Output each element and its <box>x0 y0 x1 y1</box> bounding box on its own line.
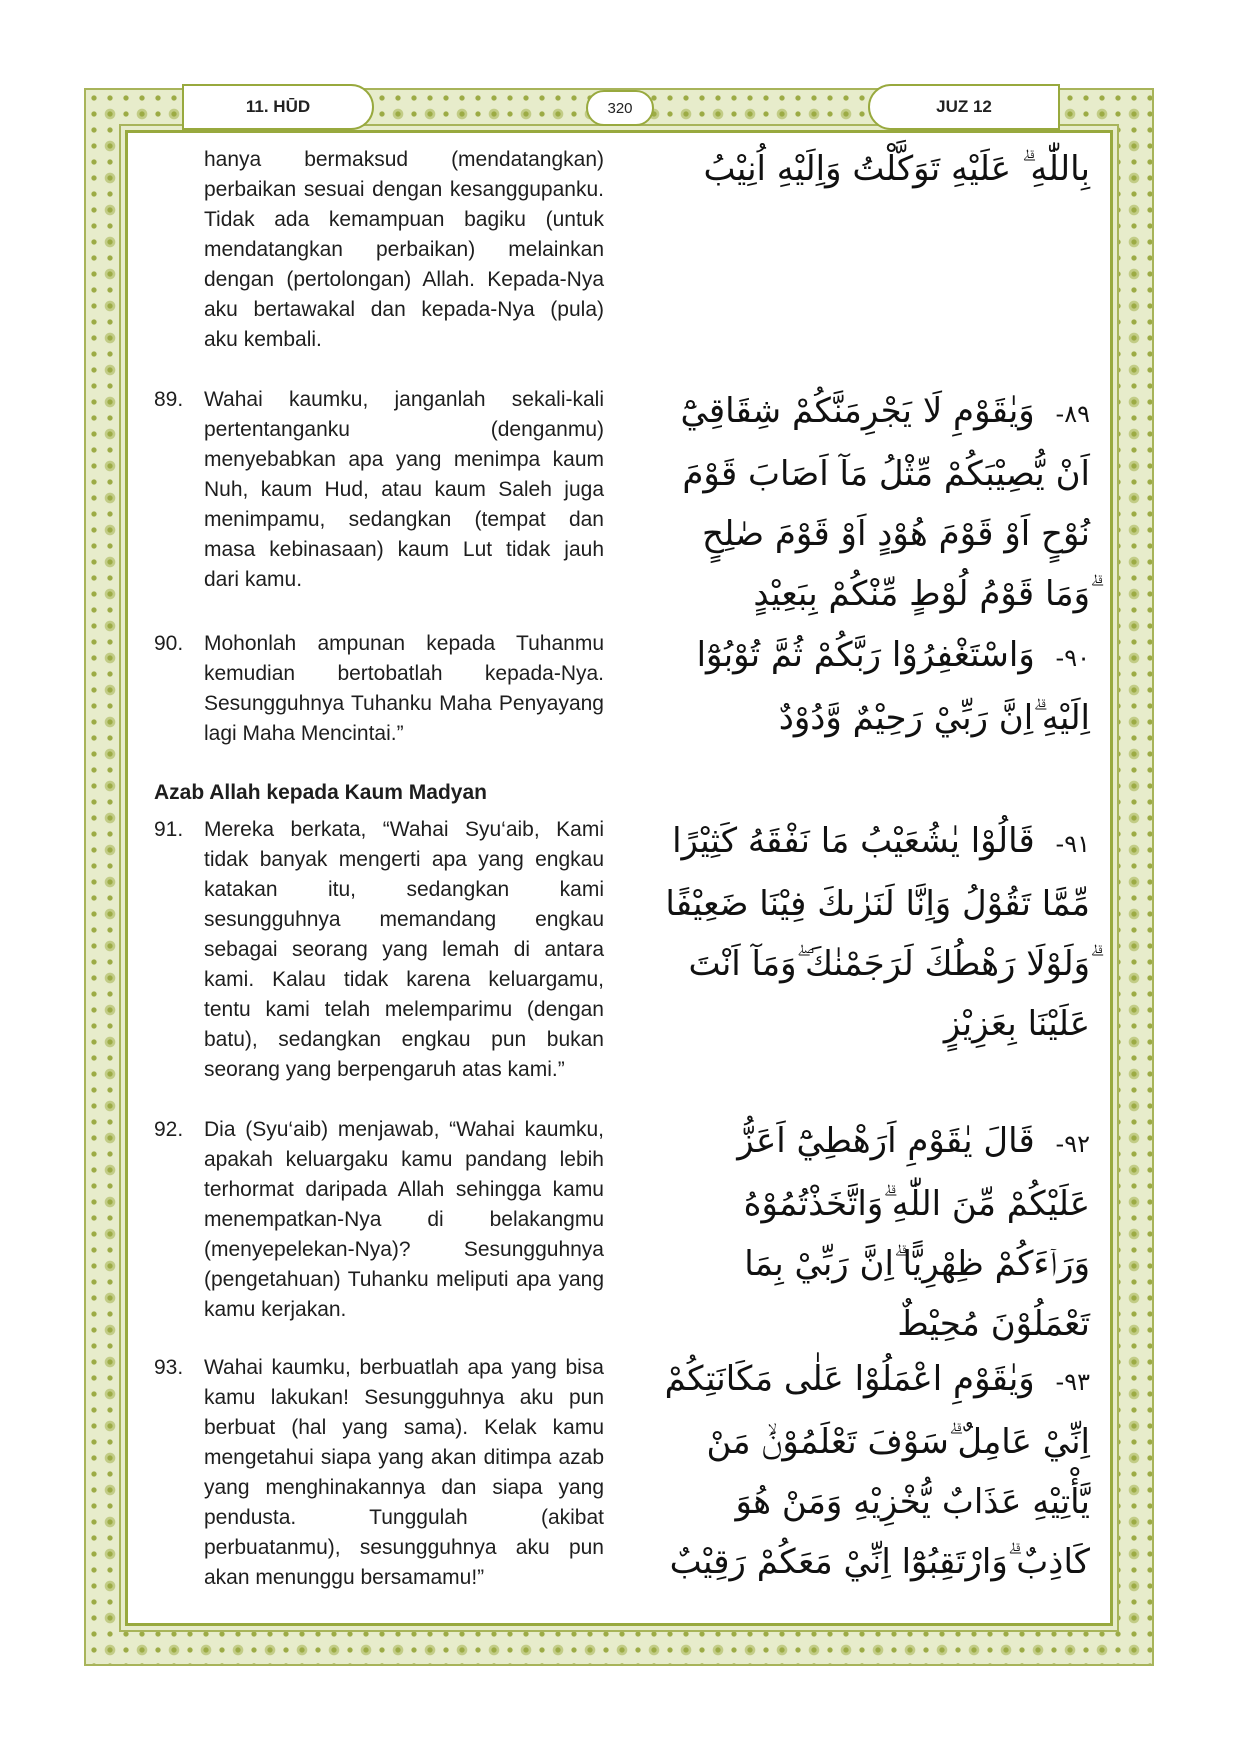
arabic-verse: وَيٰقَوْمِ لَا يَجْرِمَنَّكُمْ شِقَاقِيْٓ اَنْ يُّصِيْبَكُمْ مِّثْلُ مَآ اَصَابَ قَوْمَ نُوْحٍ اَوْ قَوْمَ هُوْدٍ اَوْ قَوْمَ صٰلِحٍ ۗوَمَا قَوْمُ لُوْطٍ مِّنْكُمْ بِبَعِيْدٍ <box>680 391 1090 614</box>
arabic-verse: وَيٰقَوْمِ اعْمَلُوْا عَلٰى مَكَانَتِكُمْ اِنِّيْ عَامِلٌ ۗسَوْفَ تَعْلَمُوْنَۙ مَنْ يَّأْتِيْهِ عَذَابٌ يُّخْزِيْهِ وَمَنْ هُوَ كَاذِبٌ ۗوَارْتَقِبُوْٓا اِنِّيْ مَعَكُمْ رَقِيْبٌ <box>664 1359 1090 1582</box>
arabic-verse-number: ٩٢- <box>1055 1130 1090 1158</box>
arabic-verse: قَالُوْا يٰشُعَيْبُ مَا نَفْقَهُ كَثِيْرًا مِّمَّا تَقُوْلُ وَاِنَّا لَنَرٰىكَ فِيْنَا ضَعِيْفًا ۗوَلَوْلَا رَهْطُكَ لَرَجَمْنٰكَ ۖوَمَآ اَنْتَ عَلَيْنَا بِعَزِيْزٍ <box>665 821 1090 1044</box>
arabic-text <box>660 811 1090 1054</box>
verse-number: 89. <box>154 388 184 411</box>
verse-number: 92. <box>154 1118 184 1141</box>
arabic-text <box>660 625 1090 748</box>
arabic-verse: قَالَ يٰقَوْمِ اَرَهْطِيْٓ اَعَزُّ عَلَيْكُمْ مِّنَ اللّٰهِ ۗوَاتَّخَذْتُمُوْهُ وَرَاۤءَكُمْ ظِهْرِيًّا ۗاِنَّ رَبِّيْ بِمَا تَعْمَلُوْنَ مُحِيْطٌ <box>737 1121 1090 1344</box>
arabic-verse: بِاللّٰهِ ۗ عَلَيْهِ تَوَكَّلْتُ وَاِلَيْهِ اُنِيْبُ <box>703 149 1090 189</box>
translation-text: Wahai kaumku, janganlah sekali-kali pertentanganku (denganmu) menyebabkan apa yang menimpa kaum Nuh, kaum Hud, atau kaum Saleh juga menimpamu, sedangkan (tempat dan masa kebinasaan) kaum Lut tidak jauh dari kamu. <box>204 388 604 591</box>
translation-text: hanya bermaksud (mendatangkan) perbaikan sesuai dengan kesanggupanku. Tidak ada kemampuan bagiku (untuk mendatangkan perbaikan) melainkan dengan (pertolongan) Allah. Kepada-Nya aku bertawakal dan kepada-Nya (pula) aku kembali. <box>204 148 604 351</box>
section-heading: Azab Allah kepada Kaum Madyan <box>154 781 487 804</box>
translation <box>154 145 604 355</box>
juz-label: JUZ 12 <box>868 84 1060 130</box>
verse-number: 93. <box>154 1356 184 1379</box>
translation-text: Mohonlah ampunan kepada Tuhanmu kemudian bertobatlah kepada-Nya. Sesungguhnya Tuhanku Maha Penyayang lagi Maha Mencintai.” <box>204 632 604 745</box>
verse-number: 91. <box>154 818 184 841</box>
arabic-verse: وَاسْتَغْفِرُوْا رَبَّكُمْ ثُمَّ تُوْبُوْٓا اِلَيْهِ ۗاِنَّ رَبِّيْ رَحِيْمٌ وَّدُوْدٌ <box>696 635 1090 738</box>
translation-text: Wahai kaumku, berbuatlah apa yang bisa kamu lakukan! Sesungguhnya aku pun berbuat (hal yang sama). Kelak kamu mengetahui siapa yang akan ditimpa azab yang menghinakannya dan siapa yang pendusta. Tunggulah (akibat perbuatanmu), sesungguhnya aku pun akan menunggu bersamamu!” <box>204 1356 604 1589</box>
translation <box>154 629 604 749</box>
arabic-text <box>660 1349 1090 1592</box>
translation <box>154 385 604 595</box>
arabic-verse-number: ٩١- <box>1055 830 1090 858</box>
translation <box>154 815 604 1085</box>
verse-number: 90. <box>154 632 184 655</box>
translation <box>154 1115 604 1325</box>
arabic-text <box>660 139 1090 199</box>
translation-text: Mereka berkata, “Wahai Syu‘aib, Kami tidak banyak mengerti apa yang engkau katakan itu, sedangkan kami sesungguhnya memandang engkau sebagai seorang yang lemah di antara kami. Kalau tidak karena keluargamu, tentu kami telah melemparimu (dengan batu), sedangkan engkau pun bukan seorang yang berpengaruh atas kami.” <box>204 818 604 1081</box>
surah-title: 11. HŪD <box>182 84 374 130</box>
arabic-text <box>660 381 1090 624</box>
arabic-verse-number: ٩٣- <box>1055 1368 1090 1396</box>
arabic-verse-number: ٩٠- <box>1055 644 1090 672</box>
arabic-verse-number: ٨٩- <box>1055 400 1090 428</box>
translation <box>154 1353 604 1593</box>
page-number: 320 <box>586 90 654 126</box>
translation-text: Dia (Syu‘aib) menjawab, “Wahai kaumku, apakah keluargaku kamu pandang lebih terhormat daripada Allah sehingga kamu menempatkan-Nya di belakangmu (menyepelekan-Nya)? Sesungguhnya (pengetahuan) Tuhanku meliputi apa yang kamu kerjakan. <box>204 1118 604 1321</box>
arabic-text <box>660 1111 1090 1354</box>
